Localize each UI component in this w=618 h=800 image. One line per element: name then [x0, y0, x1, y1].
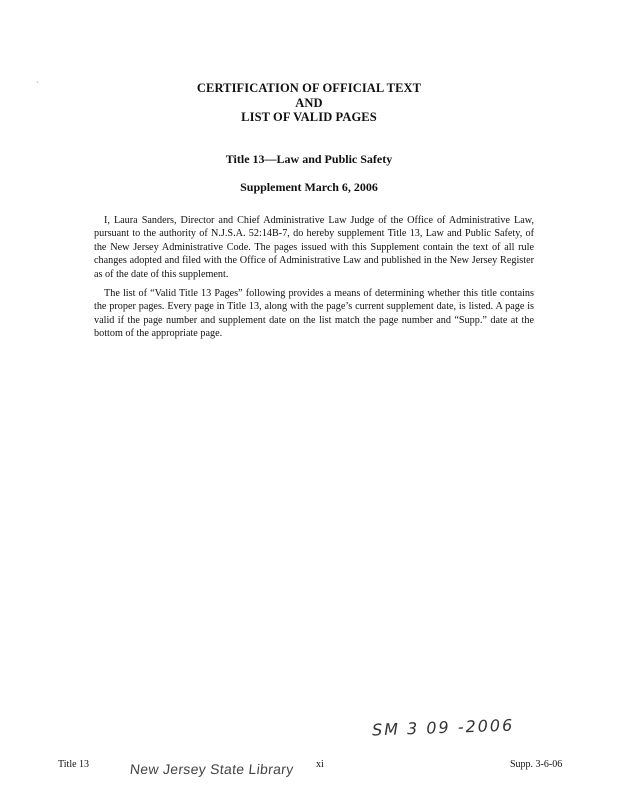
heading-line-2: AND	[295, 95, 323, 110]
paragraph-certification: I, Laura Sanders, Director and Chief Administrative Law Judge of the Office of Administrative Law, pursuant to the authority of N.J.S.A. 52:14B-7, do hereby supplement Title 13, Law and Public Safety, of the New Jersey Administrative Code. The pages issued with this Supplement contain the text of all rule changes adopted and filed with the Office of Administrative Law and published in the New Jersey Register as of the date of this supplement.	[94, 215, 534, 280]
scan-mark: `	[36, 80, 39, 90]
heading-line-3: LIST OF VALID PAGES	[241, 110, 377, 124]
handwritten-note: SM 3 09 -2006	[371, 715, 515, 740]
supplement-date-heading: Supplement March 6, 2006	[240, 180, 378, 194]
title-subheading: Title 13—Law and Public Safety	[225, 152, 393, 166]
certification-heading	[0, 81, 618, 125]
paragraph-valid-pages: The list of “Valid Title 13 Pages” following provides a means of determining whether this title contains the proper pages. Every page in Title 13, along with the page’s current supplement date, is listed. A page is valid if the page number and supplement date on the list match the page number and “Supp.” date at the bottom of the appropriate page.	[94, 288, 534, 340]
footer-supplement-date: Supp. 3-6-06	[510, 759, 563, 770]
library-stamp: New Jersey State Library	[129, 761, 295, 777]
page-number: xi	[316, 759, 324, 770]
footer-title: Title 13	[58, 759, 90, 770]
heading-line-1: CERTIFICATION OF OFFICIAL TEXT	[196, 81, 422, 95]
certification-body	[94, 214, 534, 347]
